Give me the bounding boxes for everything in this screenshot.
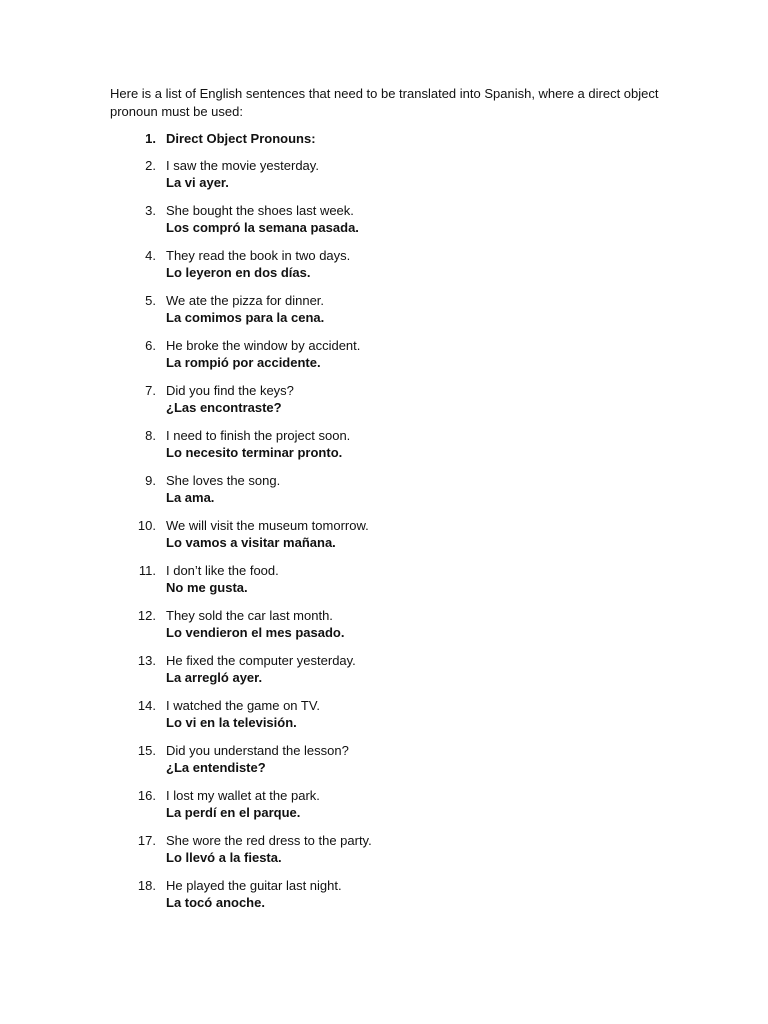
spanish-translation: ¿Las encontraste? [166, 400, 282, 415]
list-item [110, 247, 670, 282]
english-sentence: I don’t like the food. [166, 562, 279, 578]
list-item [110, 742, 670, 777]
spanish-translation: La vi ayer. [166, 175, 229, 190]
list-item [110, 877, 670, 912]
spanish-translation: Lo leyeron en dos días. [166, 265, 311, 280]
list-number [110, 562, 156, 580]
spanish-translation: Lo llevó a la fiesta. [166, 850, 282, 865]
item-number: 16. [137, 787, 156, 803]
english-sentence: I watched the game on TV. [166, 697, 320, 713]
spanish-translation: La rompió por accidente. [166, 355, 321, 370]
english-sentence: She bought the shoes last week. [166, 202, 354, 218]
item-number: 11. [138, 562, 156, 578]
item-content [156, 427, 670, 462]
item-content [156, 742, 670, 777]
list-item [110, 202, 670, 237]
spanish-translation: La arregló ayer. [166, 670, 263, 685]
item-content [156, 202, 670, 237]
list-item [110, 832, 670, 867]
list-number [110, 382, 156, 400]
list-item [110, 337, 670, 372]
list-item [110, 157, 670, 192]
item-content [156, 157, 670, 192]
list-item [110, 382, 670, 417]
spanish-translation: La perdí en el parque. [166, 805, 301, 820]
english-sentence: Did you understand the lesson? [166, 742, 349, 758]
list-number [110, 427, 156, 445]
item-number: 15. [137, 742, 156, 758]
english-sentence: He broke the window by accident. [166, 337, 361, 353]
list-number [110, 247, 156, 265]
list-number [110, 697, 156, 715]
spanish-translation: Lo vi en la televisión. [166, 715, 297, 730]
list-number [110, 472, 156, 490]
spanish-translation: La comimos para la cena. [166, 310, 325, 325]
list-item [110, 472, 670, 507]
list-item [110, 607, 670, 642]
item-number: 5. [145, 292, 156, 308]
intro-paragraph: Here is a list of English sentences that need to be translated into Spanish, where a direct object pronoun must be used: [110, 86, 659, 119]
spanish-translation: ¿La entendiste? [166, 760, 266, 775]
spanish-translation: No me gusta. [166, 580, 248, 595]
item-content [156, 787, 670, 822]
item-number: 4. [145, 247, 156, 263]
list-item [110, 292, 670, 327]
item-content [156, 697, 670, 732]
list-heading-item [110, 130, 670, 148]
item-number: 6. [145, 337, 156, 353]
english-sentence: They sold the car last month. [166, 607, 333, 623]
english-sentence: He played the guitar last night. [166, 877, 342, 893]
item-number: 13. [137, 652, 156, 668]
list-item [110, 517, 670, 552]
item-content [156, 247, 670, 282]
item-number: 7. [145, 382, 156, 398]
list-number [110, 607, 156, 625]
list-number [110, 517, 156, 535]
list-item [110, 562, 670, 597]
spanish-translation: La ama. [166, 490, 215, 505]
item-content [156, 877, 670, 912]
english-sentence: I saw the movie yesterday. [166, 157, 319, 173]
item-content [156, 472, 670, 507]
list-heading: Direct Object Pronouns: [166, 131, 316, 146]
item-number: 3. [145, 202, 156, 218]
item-number: 10. [137, 517, 156, 533]
english-sentence: She loves the song. [166, 472, 281, 488]
item-number: 18. [137, 877, 156, 893]
list-number [110, 742, 156, 760]
english-sentence: She wore the red dress to the party. [166, 832, 372, 848]
item-content [156, 292, 670, 327]
list-item [110, 787, 670, 822]
list-item [110, 427, 670, 462]
list-number [110, 337, 156, 355]
spanish-translation: Lo vendieron el mes pasado. [166, 625, 345, 640]
item-content [156, 562, 670, 597]
item-content [156, 652, 670, 687]
english-sentence: I need to finish the project soon. [166, 427, 351, 443]
spanish-translation: La tocó anoche. [166, 895, 265, 910]
english-sentence: I lost my wallet at the park. [166, 787, 320, 803]
item-number: 9. [145, 472, 156, 488]
heading-number: 1. [145, 131, 156, 146]
english-sentence: We ate the pizza for dinner. [166, 292, 325, 308]
item-content [156, 337, 670, 372]
list-item [110, 697, 670, 732]
list-number [110, 787, 156, 805]
list-number [110, 130, 156, 148]
list-number [110, 292, 156, 310]
list-number [110, 832, 156, 850]
english-sentence: He fixed the computer yesterday. [166, 652, 356, 668]
english-sentence: They read the book in two days. [166, 247, 351, 263]
list-number [110, 652, 156, 670]
item-content [156, 607, 670, 642]
list-item [110, 652, 670, 687]
english-sentence: We will visit the museum tomorrow. [166, 517, 369, 533]
item-number: 8. [145, 427, 156, 443]
item-content [156, 832, 670, 867]
item-content [156, 382, 670, 417]
item-number: 12. [137, 607, 156, 623]
spanish-translation: Lo necesito terminar pronto. [166, 445, 343, 460]
item-number: 17. [137, 832, 156, 848]
english-sentence: Did you find the keys? [166, 382, 294, 398]
translation-list [110, 130, 670, 922]
spanish-translation: Los compró la semana pasada. [166, 220, 359, 235]
list-number [110, 877, 156, 895]
item-content [156, 517, 670, 552]
spanish-translation: Lo vamos a visitar mañana. [166, 535, 336, 550]
list-number [110, 202, 156, 220]
list-number [110, 157, 156, 175]
item-number: 2. [145, 157, 156, 173]
item-number: 14. [137, 697, 156, 713]
